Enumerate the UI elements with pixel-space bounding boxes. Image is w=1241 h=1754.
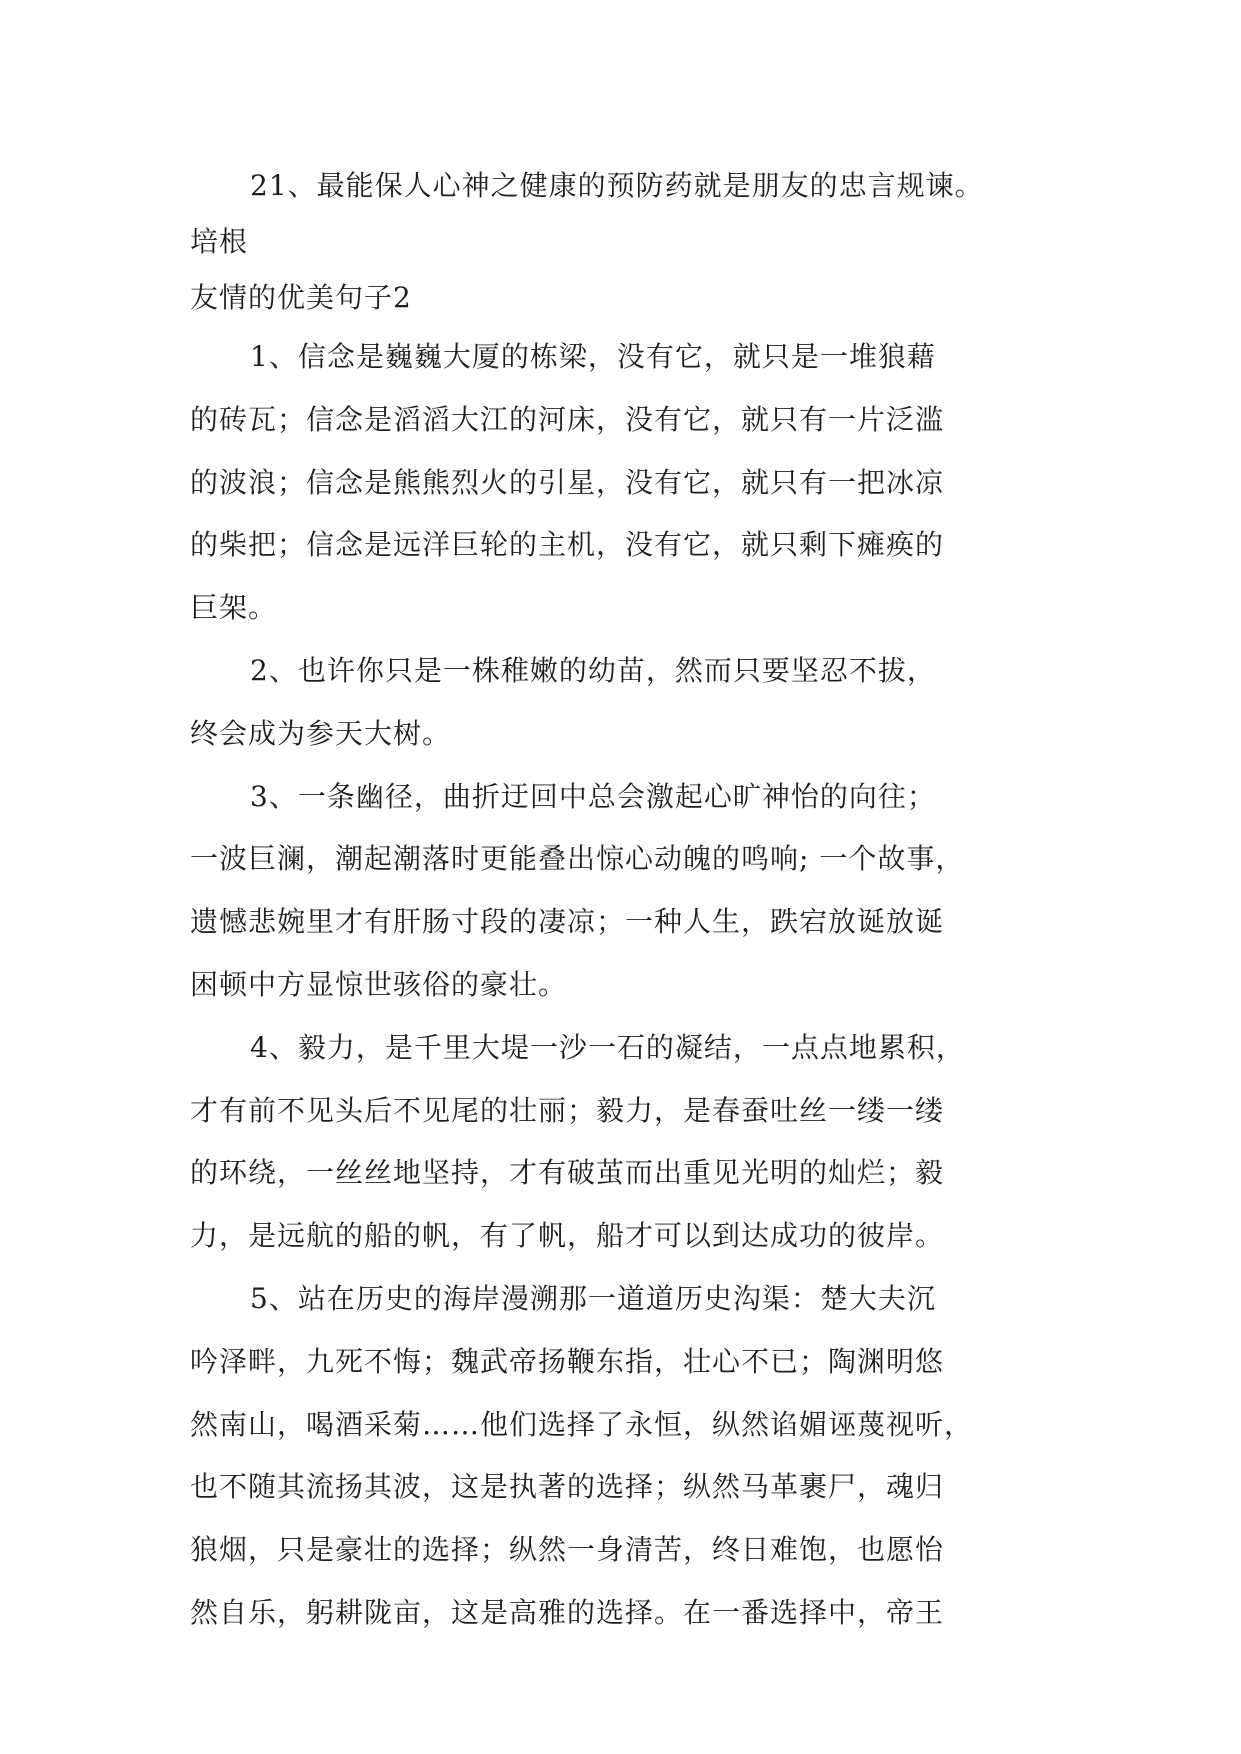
paragraph-3-line-2: 一波巨澜，潮起潮落时更能叠出惊心动魄的鸣响; 一个故事， bbox=[190, 842, 965, 876]
section-heading: 友情的优美句子2 bbox=[190, 281, 412, 314]
paragraph-1-line-1: 1、信念是巍巍大厦的栋梁，没有它，就只是一堆狼藉 bbox=[250, 340, 936, 373]
paragraph-3-line-3: 遗憾悲婉里才有肝肠寸段的凄凉；一种人生，跌宕放诞放诞 bbox=[190, 905, 945, 939]
paragraph-5-line-5: 狼烟，只是豪壮的选择；纵然一身清苦，终日难饱，也愿怡 bbox=[190, 1533, 945, 1567]
paragraph-21-line-1: 21、最能保人心神之健康的预防药就是朋友的忠言规谏。 bbox=[250, 169, 984, 202]
paragraph-5-line-6: 然自乐，躬耕陇亩，这是高雅的选择。在一番选择中，帝王 bbox=[190, 1595, 945, 1629]
paragraph-21-attribution: 培根 bbox=[190, 225, 249, 258]
paragraph-1-line-3: 的波浪；信念是熊熊烈火的引星，没有它，就只有一把冰凉 bbox=[190, 465, 945, 499]
paragraph-5-line-3: 然南山，喝酒采菊……他们选择了永恒，纵然谄媚诬蔑视听， bbox=[190, 1407, 974, 1441]
paragraph-4-line-3: 的环绕，一丝丝地坚持，才有破茧而出重见光明的灿烂；毅 bbox=[190, 1156, 945, 1190]
paragraph-2-line-2: 终会成为参天大树。 bbox=[190, 716, 452, 750]
paragraph-1-line-4: 的柴把；信念是远洋巨轮的主机，没有它，就只剩下瘫痪的 bbox=[190, 528, 945, 562]
paragraph-1-line-5: 巨架。 bbox=[190, 591, 278, 625]
document-body bbox=[190, 158, 1090, 1645]
paragraph-2-line-1: 2、也许你只是一株稚嫩的幼苗，然而只要坚忍不拔， bbox=[250, 653, 936, 687]
paragraph-5-line-1: 5、站在历史的海岸漫溯那一道道历史沟渠：楚大夫沉 bbox=[250, 1281, 936, 1315]
paragraph-3-line-1: 3、一条幽径，曲折迂回中总会激起心旷神怡的向往； bbox=[250, 779, 936, 813]
paragraph-4-line-4: 力，是远航的船的帆，有了帆，船才可以到达成功的彼岸。 bbox=[190, 1219, 945, 1253]
paragraph-4-line-2: 才有前不见头后不见尾的壮丽；毅力，是春蚕吐丝一缕一缕 bbox=[190, 1093, 945, 1127]
paragraph-5-line-4: 也不随其流扬其波，这是执著的选择；纵然马革裹尸，魂归 bbox=[190, 1470, 945, 1504]
paragraph-4-line-1: 4、毅力，是千里大堤一沙一石的凝结，一点点地累积， bbox=[250, 1030, 965, 1064]
paragraph-3-line-4: 困顿中方显惊世骇俗的豪壮。 bbox=[190, 967, 568, 1001]
paragraph-5-line-2: 吟泽畔，九死不悔；魏武帝扬鞭东指，壮心不已；陶渊明悠 bbox=[190, 1344, 945, 1378]
paragraph-1-line-2: 的砖瓦；信念是滔滔大江的河床，没有它，就只有一片泛滥 bbox=[190, 402, 945, 436]
